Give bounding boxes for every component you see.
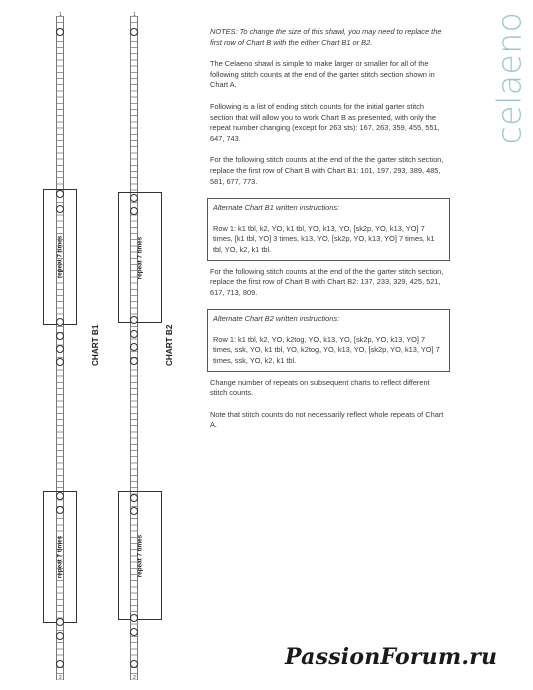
- yo-symbol: [56, 618, 64, 626]
- yo-symbol: [130, 507, 138, 515]
- yo-symbol: [130, 194, 138, 202]
- yo-symbol: [56, 190, 64, 198]
- notes-paragraph: Following is a list of ending stitch counts for the initial garter stitch section that will allow you to work Chart B as presented, with only the repeat number changing (except for 263 sts): 167, 263, 359, 455, 551, 647, 743.: [210, 101, 440, 143]
- yo-symbol: [130, 494, 138, 502]
- brand-text: celaeno: [489, 11, 529, 145]
- box-title: Alternate Chart B2 written instructions:: [213, 314, 340, 324]
- notes-paragraph: Note that stitch counts do not necessarily reflect whole repeats of Chart A.: [210, 409, 444, 430]
- yo-symbol: [130, 628, 138, 636]
- box-row: Row 1: k1 tbl, k2, YO, k1 tbl, YO, k13, YO, [sk2p, YO, k13, YO] 7 times, [k1 tbl, YO] 3 times, k13, YO, [sk2p, YO, k13, YO] 7 times, k1 tbl, YO, k2, k1 tbl.: [213, 223, 435, 254]
- box-row: Row 1: k1 tbl, k2, YO, k2tog, YO, k13, YO, [sk2p, YO, k13, YO] 7 times, ssk, YO, k1 tbl, YO, k2tog, YO, k13, YO, [sk2p, YO, k13, YO] 7 times, ssk, YO, k2, k1 tbl.: [213, 334, 440, 366]
- yo-symbol: [56, 632, 64, 640]
- chart-b2-row-top: 1: [133, 12, 136, 18]
- yo-symbol: [56, 332, 64, 340]
- chart-b1-row-bottom: 2: [59, 675, 62, 681]
- yo-symbol: [56, 660, 64, 668]
- brand-title: [488, 8, 530, 148]
- yo-symbol: [130, 28, 138, 36]
- yo-symbol: [130, 357, 138, 365]
- notes-column: [210, 27, 448, 442]
- yo-symbol: [56, 506, 64, 514]
- notes-intro: NOTES: To change the size of this shawl, you may need to replace the first row of Chart B with the either Chart B1 or B2.: [210, 27, 442, 47]
- watermark: PassionForum.ru: [285, 644, 498, 670]
- yo-symbol: [56, 345, 64, 353]
- yo-symbol: [130, 343, 138, 351]
- repeat-label: repeat 7 times: [136, 534, 144, 577]
- notes-paragraph: For the following stitch counts at the end of the the garter stitch section, replace the first row of Chart B with Chart B2: 137, 233, 329, 425, 521, 617, 713, 809.: [210, 266, 444, 297]
- chart-b2-repeat-box-bottom: [118, 491, 162, 620]
- yo-symbol: [130, 316, 138, 324]
- repeat-label: repeat 7 times: [56, 535, 64, 579]
- yo-symbol: [130, 660, 138, 668]
- chart-b2-title: CHART B2: [165, 324, 174, 366]
- chart-b1-row-top: 1: [59, 12, 62, 18]
- yo-symbol: [130, 330, 138, 338]
- chart-b2-repeat-box-top: [118, 192, 162, 323]
- chart-b1-title: CHART B1: [91, 324, 100, 366]
- notes-paragraph: Change number of repeats on subsequent charts to reflect different stitch counts.: [210, 377, 430, 398]
- repeat-label: repeat 7 times: [56, 235, 64, 279]
- yo-symbol: [56, 28, 64, 36]
- repeat-label: repeat 7 times: [136, 236, 144, 279]
- yo-symbol: [56, 205, 64, 213]
- yo-symbol: [56, 492, 64, 500]
- notes-paragraph: The Celaeno shawl is simple to make larger or smaller for all of the following stitch counts at the end of the garter stitch section shown in Chart A.: [210, 59, 435, 90]
- box-title: Alternate Chart B1 written instructions:: [213, 203, 340, 213]
- yo-symbol: [56, 358, 64, 366]
- chart-b1-instructions-box: [207, 198, 450, 260]
- yo-symbol: [130, 614, 138, 622]
- yo-symbol: [56, 318, 64, 326]
- chart-b2-row-bottom: 2: [133, 675, 136, 681]
- yo-symbol: [130, 207, 138, 215]
- notes-paragraph: For the following stitch counts at the end of the the garter stitch section, replace the first row of Chart B with Chart B1: 101, 197, 293, 389, 485, 581, 677, 773.: [210, 155, 444, 186]
- chart-b2-instructions-box: [207, 309, 450, 371]
